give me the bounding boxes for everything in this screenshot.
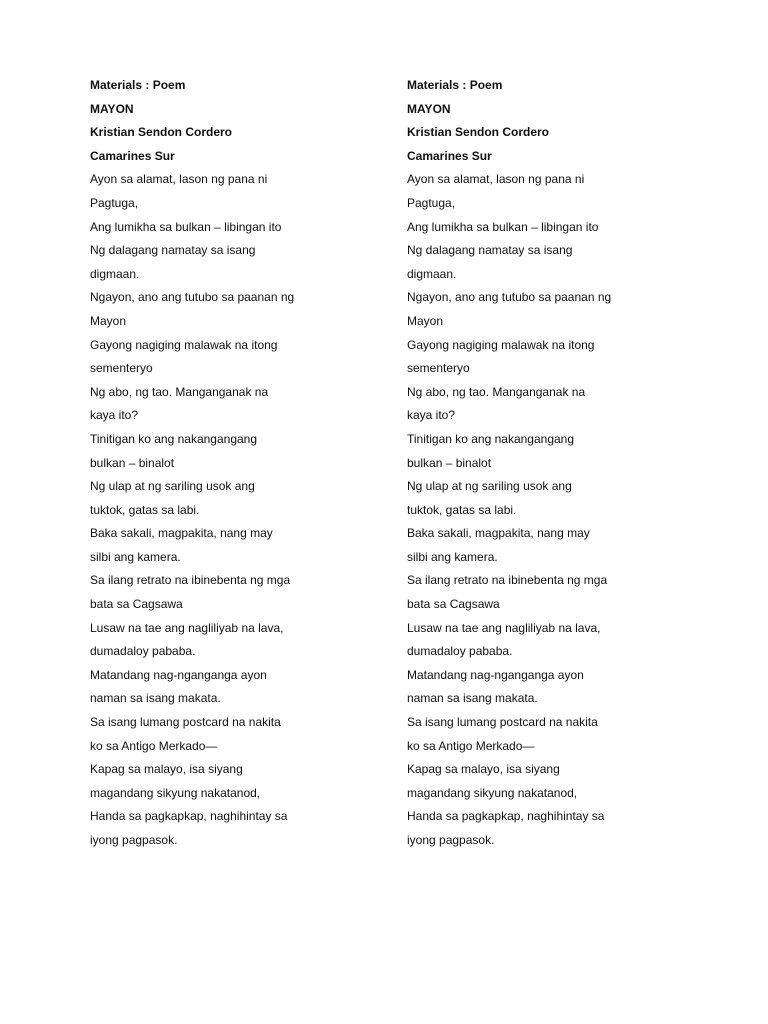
poem-line: Ng abo, ng tao. Manganganak na (90, 384, 269, 399)
poem-line: Ang lumikha sa bulkan – libingan ito (407, 219, 599, 234)
poem-line: Sa ilang retrato na ibinebenta ng mga (407, 573, 608, 588)
poem-line: Handa sa pagkapkap, naghihintay sa (90, 809, 288, 824)
poem-line: Kapag sa malayo, isa siyang (90, 762, 243, 777)
poem-line: silbi ang kamera. (90, 549, 181, 564)
poem-region: Camarines Sur (407, 148, 492, 163)
poem-region: Camarines Sur (90, 148, 175, 163)
poem-line: kaya ito? (407, 408, 456, 423)
poem-line: iyong pagpasok. (90, 833, 178, 847)
poem-line: Tinitigan ko ang nakangangang (90, 431, 258, 446)
poem-line: Kapag sa malayo, isa siyang (407, 762, 560, 777)
poem-line: sementeryo (407, 361, 470, 376)
poem-line: dumadaloy pababa. (407, 644, 513, 659)
poem-line: Ngayon, ano ang tutubo sa paanan ng (407, 290, 612, 305)
poem-line: Baka sakali, magpakita, nang may (90, 526, 273, 541)
poem-line: Ngayon, ano ang tutubo sa paanan ng (90, 290, 295, 305)
poem-line: ko sa Antigo Merkado— (90, 738, 218, 753)
poem-line: Ng dalagang namatay sa isang (407, 243, 573, 258)
poem-title: MAYON (407, 101, 451, 116)
poem-line: iyong pagpasok. (407, 833, 495, 847)
poem-line: Pagtuga, (90, 195, 139, 210)
poem-line: Ayon sa alamat, lason ng pana ni (90, 172, 268, 187)
poem-line: bata sa Cagsawa (90, 597, 183, 612)
poem-line: Tinitigan ko ang nakangangang (407, 431, 575, 446)
poem-title: MAYON (90, 101, 134, 116)
poem-line: digmaan. (90, 266, 140, 281)
poem-line: bata sa Cagsawa (407, 597, 500, 612)
poem-line: Ng dalagang namatay sa isang (90, 243, 256, 258)
poem-line: Mayon (407, 313, 444, 328)
poem-line: ko sa Antigo Merkado— (407, 738, 535, 753)
poem-line: Lusaw na tae ang nagliliyab na lava, (407, 620, 601, 635)
materials-label: Materials : Poem (407, 78, 503, 92)
poem-line: silbi ang kamera. (407, 549, 498, 564)
poem-line: magandang sikyung nakatanod, (90, 785, 261, 800)
poem-line: Mayon (90, 313, 127, 328)
poem-line: tuktok, gatas sa labi. (90, 502, 200, 517)
poem-line: Ng ulap at ng sariling usok ang (90, 479, 255, 494)
poem-author: Kristian Sendon Cordero (407, 125, 550, 140)
poem-line: Matandang nag-nganganga ayon (407, 667, 584, 682)
poem-line: Sa ilang retrato na ibinebenta ng mga (90, 573, 291, 588)
poem-line: Ng abo, ng tao. Manganganak na (407, 384, 586, 399)
poem-line: tuktok, gatas sa labi. (407, 502, 517, 517)
poem-line: Handa sa pagkapkap, naghihintay sa (407, 809, 605, 824)
poem-line: Baka sakali, magpakita, nang may (407, 526, 590, 541)
poem-author: Kristian Sendon Cordero (90, 125, 233, 140)
poem-line: digmaan. (407, 266, 457, 281)
poem-column-right (407, 74, 657, 853)
poem-line: Sa isang lumang postcard na nakita (407, 715, 598, 730)
poem-line: Sa isang lumang postcard na nakita (90, 715, 281, 730)
materials-label: Materials : Poem (90, 78, 186, 92)
poem-line: sementeryo (90, 361, 153, 376)
poem-line: Matandang nag-nganganga ayon (90, 667, 267, 682)
poem-line: Pagtuga, (407, 195, 456, 210)
poem-line: Lusaw na tae ang nagliliyab na lava, (90, 620, 284, 635)
poem-line: bulkan – binalot (407, 455, 492, 470)
poem-column-left (90, 74, 340, 853)
poem-line: Ayon sa alamat, lason ng pana ni (407, 172, 585, 187)
poem-line: Gayong nagiging malawak na itong (407, 337, 595, 352)
poem-line: Gayong nagiging malawak na itong (90, 337, 278, 352)
poem-line: naman sa isang makata. (407, 691, 538, 706)
poem-line: dumadaloy pababa. (90, 644, 196, 659)
poem-line: kaya ito? (90, 408, 139, 423)
poem-line: Ng ulap at ng sariling usok ang (407, 479, 572, 494)
poem-line: Ang lumikha sa bulkan – libingan ito (90, 219, 282, 234)
poem-line: bulkan – binalot (90, 455, 175, 470)
poem-line: naman sa isang makata. (90, 691, 221, 706)
poem-line: magandang sikyung nakatanod, (407, 785, 578, 800)
